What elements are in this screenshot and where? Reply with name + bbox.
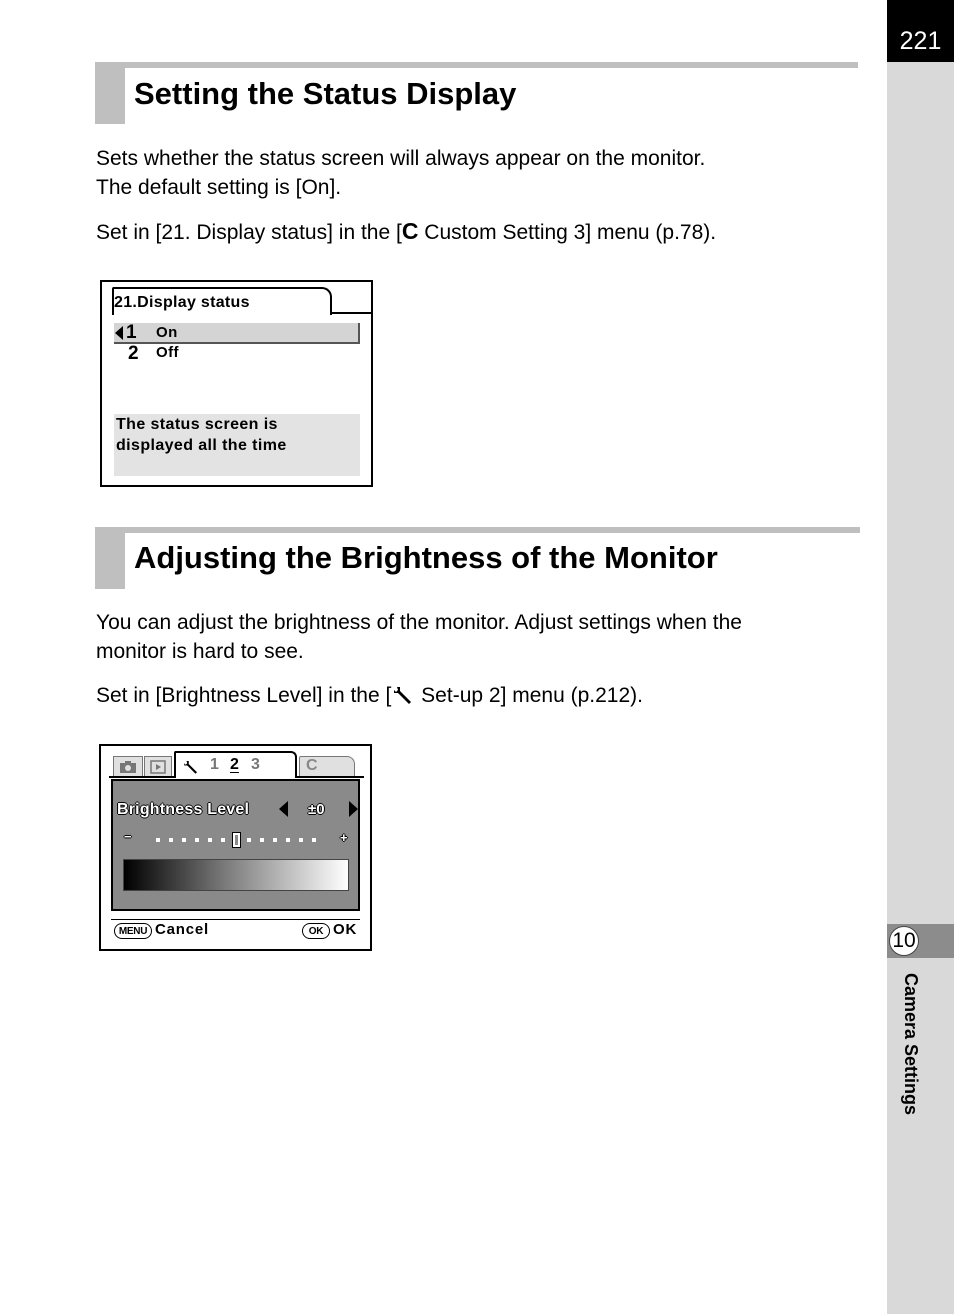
chapter-number: 10 <box>889 926 919 956</box>
tab-playback[interactable] <box>144 756 172 776</box>
wrench-icon <box>391 684 415 704</box>
description-line: The status screen is <box>116 416 278 433</box>
tab-page-1[interactable]: 1 <box>210 756 219 773</box>
chapter-title: Camera Settings <box>901 973 921 1116</box>
paragraph-line: Sets whether the status screen will always appear on the monitor. <box>96 147 706 170</box>
brightness-screen <box>99 744 372 951</box>
section-rule <box>125 527 860 533</box>
setting-value: ±0 <box>308 801 325 818</box>
increase-arrow-icon[interactable] <box>349 801 358 817</box>
ok-button[interactable]: OK <box>302 923 330 939</box>
menu-reference <box>96 217 716 247</box>
scale-tick <box>195 838 199 842</box>
tab-baseline <box>330 312 371 314</box>
option-off[interactable]: Off <box>156 344 179 361</box>
section-marker <box>95 527 125 589</box>
custom-setting-icon: C <box>401 218 419 244</box>
brightness-gradient <box>123 859 349 891</box>
reference-text: Set in [21. Display status] in the [ <box>96 221 402 244</box>
brightness-panel <box>111 779 360 911</box>
paragraph-line: monitor is hard to see. <box>96 640 304 663</box>
option-number: 2 <box>128 343 139 364</box>
setting-label: Brightness Level <box>117 801 250 818</box>
option-on[interactable]: On <box>156 324 178 341</box>
scale-tick <box>299 838 303 842</box>
tab-camera[interactable] <box>113 756 143 776</box>
display-status-screen <box>100 280 373 487</box>
option-description <box>114 414 360 476</box>
paragraph <box>96 144 705 202</box>
scale-tick <box>247 838 251 842</box>
description-line: displayed all the time <box>116 437 287 454</box>
reference-text: Set in [Brightness Level] in the [ <box>96 684 392 707</box>
tab-page-3[interactable]: 3 <box>251 756 260 773</box>
scale-tick <box>156 838 160 842</box>
scale-tick <box>273 838 277 842</box>
scale-tick <box>169 838 173 842</box>
option-number: 1 <box>126 322 137 343</box>
scale-min: − <box>124 829 132 844</box>
scale-tick <box>260 838 264 842</box>
camera-icon <box>119 760 137 774</box>
menu-title: 21.Display status <box>114 294 250 311</box>
reference-text: Set-up 2] menu (p.212). <box>415 684 643 707</box>
footer-divider <box>111 919 360 920</box>
scale-tick <box>182 838 186 842</box>
scale-max: + <box>340 830 348 845</box>
reference-text: Custom Setting 3] menu (p.78). <box>418 221 717 244</box>
playback-icon <box>150 760 166 774</box>
section-marker <box>95 62 125 124</box>
tab-page-2[interactable]: 2 <box>230 756 239 773</box>
menu-button[interactable]: MENU <box>114 923 152 939</box>
section-rule <box>125 62 858 68</box>
scale-tick <box>208 838 212 842</box>
paragraph-line: The default setting is [On]. <box>96 176 342 199</box>
section-title: Setting the Status Display <box>134 76 517 111</box>
menu-reference <box>96 681 643 710</box>
wrench-icon <box>182 759 200 775</box>
cancel-label: Cancel <box>155 921 209 938</box>
slider-indicator[interactable] <box>233 833 240 847</box>
section-title: Adjusting the Brightness of the Monitor <box>134 540 718 575</box>
page-number: 221 <box>887 0 954 62</box>
decrease-arrow-icon[interactable] <box>279 801 288 817</box>
tab-custom[interactable]: C <box>299 756 355 776</box>
left-arrow-icon <box>115 326 123 340</box>
paragraph <box>96 608 742 666</box>
brightness-slider[interactable] <box>124 829 348 847</box>
selected-option-highlight[interactable] <box>114 323 360 344</box>
scale-tick <box>286 838 290 842</box>
ok-label: OK <box>333 921 358 938</box>
paragraph-line: You can adjust the brightness of the monitor. Adjust settings when the <box>96 611 742 634</box>
scale-tick <box>312 838 316 842</box>
scale-tick <box>221 838 225 842</box>
